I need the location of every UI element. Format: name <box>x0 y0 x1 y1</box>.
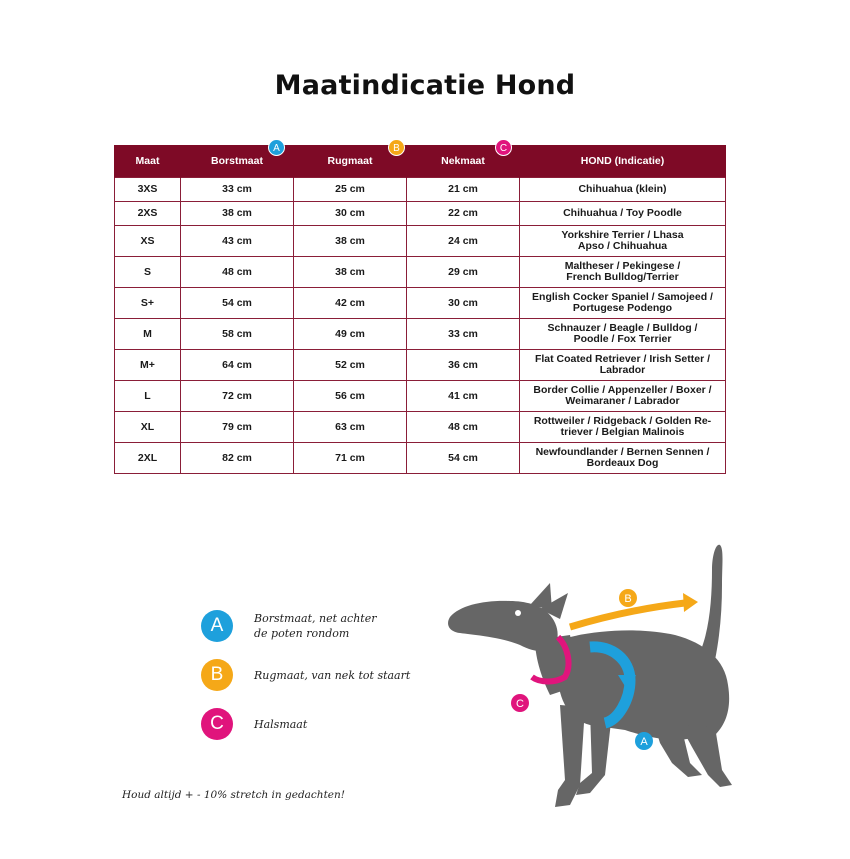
cell-nekmaat: 54 cm <box>407 443 520 474</box>
cell-borstmaat: 82 cm <box>181 443 294 474</box>
cell-rugmaat: 56 cm <box>294 381 407 412</box>
table-row <box>115 319 726 350</box>
dog-label-a: A <box>640 736 648 748</box>
table-row <box>115 381 726 412</box>
header-badge-a: A <box>268 139 285 156</box>
hond-line-1: Schnauzer / Beagle / Bulldog / <box>547 322 698 334</box>
hond-line-1: Chihuahua (klein) <box>578 183 667 195</box>
hond-line-2: triever / Belgian Malinois <box>560 426 685 438</box>
hond-line-1: Yorkshire Terrier / Lhasa <box>561 229 684 241</box>
cell-borstmaat: 72 cm <box>181 381 294 412</box>
table-row <box>115 202 726 226</box>
cell-rugmaat: 49 cm <box>294 319 407 350</box>
cell-hond <box>520 350 726 381</box>
cell-nekmaat: 33 cm <box>407 319 520 350</box>
cell-nekmaat: 21 cm <box>407 178 520 202</box>
cell-hond <box>520 288 726 319</box>
cell-hond <box>520 178 726 202</box>
table-row <box>115 350 726 381</box>
hond-line-2: Portugese Podengo <box>572 302 673 314</box>
cell-rugmaat: 25 cm <box>294 178 407 202</box>
cell-maat: S+ <box>115 288 181 319</box>
cell-nekmaat: 36 cm <box>407 350 520 381</box>
hond-line-1: Newfoundlander / Bernen Sennen / <box>535 446 710 458</box>
hond-line-2: Bordeaux Dog <box>586 457 659 469</box>
cell-hond <box>520 412 726 443</box>
table-row <box>115 226 726 257</box>
table-header-row <box>115 145 726 178</box>
cell-maat: 3XS <box>115 178 181 202</box>
cell-rugmaat: 42 cm <box>294 288 407 319</box>
header-badge-b: B <box>388 139 405 156</box>
cell-nekmaat: 41 cm <box>407 381 520 412</box>
cell-borstmaat: 58 cm <box>181 319 294 350</box>
header-hond: HOND (Indicatie) <box>520 145 726 178</box>
header-borstmaat: Borstmaat <box>181 145 294 178</box>
cell-borstmaat: 38 cm <box>181 202 294 226</box>
cell-maat: M+ <box>115 350 181 381</box>
cell-hond <box>520 381 726 412</box>
cell-rugmaat: 63 cm <box>294 412 407 443</box>
cell-borstmaat: 79 cm <box>181 412 294 443</box>
cell-hond <box>520 257 726 288</box>
table-row <box>115 288 726 319</box>
page-title: Maatindicatie Hond <box>274 70 576 101</box>
dog-label-c: C <box>516 698 524 710</box>
cell-nekmaat: 48 cm <box>407 412 520 443</box>
dog-silhouette <box>448 545 732 807</box>
cell-nekmaat: 22 cm <box>407 202 520 226</box>
cell-rugmaat: 30 cm <box>294 202 407 226</box>
legend-circle-a: A <box>201 610 233 642</box>
cell-borstmaat: 54 cm <box>181 288 294 319</box>
hond-line-2: French Bulldog/Terrier <box>566 271 679 283</box>
cell-maat: XS <box>115 226 181 257</box>
legend-text-c: Halsmaat <box>254 718 308 731</box>
hond-line-2: Apso / Chihuahua <box>577 240 668 252</box>
legend-circle-b: B <box>201 659 233 691</box>
legend-text-a <box>254 611 377 641</box>
header-maat: Maat <box>115 145 181 178</box>
dog-illustration <box>440 535 750 825</box>
cell-borstmaat: 43 cm <box>181 226 294 257</box>
cell-borstmaat: 64 cm <box>181 350 294 381</box>
table-row <box>115 257 726 288</box>
cell-hond <box>520 319 726 350</box>
cell-hond <box>520 202 726 226</box>
hond-line-2: Labrador <box>599 364 646 376</box>
cell-rugmaat: 38 cm <box>294 257 407 288</box>
table-row <box>115 178 726 202</box>
hond-line-1: English Cocker Spaniel / Samojeed / <box>532 291 713 303</box>
header-rugmaat: Rugmaat <box>294 145 407 178</box>
hond-line-2: Poodle / Fox Terrier <box>573 333 672 345</box>
hond-line-1: Flat Coated Retriever / Irish Setter / <box>534 353 711 365</box>
legend-a-line-1: Borstmaat, net achter <box>254 612 377 625</box>
cell-maat: M <box>115 319 181 350</box>
cell-nekmaat: 29 cm <box>407 257 520 288</box>
dog-label-b: B <box>624 593 632 605</box>
cell-nekmaat: 24 cm <box>407 226 520 257</box>
hond-line-1: Chihuahua / Toy Poodle <box>563 207 682 219</box>
cell-maat: 2XS <box>115 202 181 226</box>
legend-text-b: Rugmaat, van nek tot staart <box>254 669 411 682</box>
cell-rugmaat: 71 cm <box>294 443 407 474</box>
cell-maat: XL <box>115 412 181 443</box>
size-table <box>114 145 726 474</box>
legend-circle-c: C <box>201 708 233 740</box>
hond-line-1: Border Collie / Appenzeller / Boxer / <box>533 384 712 396</box>
cell-nekmaat: 30 cm <box>407 288 520 319</box>
table-row <box>115 412 726 443</box>
cell-hond <box>520 443 726 474</box>
cell-borstmaat: 33 cm <box>181 178 294 202</box>
cell-maat: 2XL <box>115 443 181 474</box>
header-nekmaat: Nekmaat <box>407 145 520 178</box>
table-row <box>115 443 726 474</box>
cell-maat: S <box>115 257 181 288</box>
legend-a-line-2: de poten rondom <box>254 627 350 640</box>
cell-borstmaat: 48 cm <box>181 257 294 288</box>
hond-line-2: Weimaraner / Labrador <box>565 395 680 407</box>
cell-rugmaat: 52 cm <box>294 350 407 381</box>
stretch-note: Houd altijd + - 10% stretch in gedachten! <box>122 789 345 801</box>
cell-hond <box>520 226 726 257</box>
cell-rugmaat: 38 cm <box>294 226 407 257</box>
header-badge-c: C <box>495 139 512 156</box>
cell-maat: L <box>115 381 181 412</box>
back-arrow-head <box>683 593 698 612</box>
hond-line-1: Maltheser / Pekingese / <box>564 260 681 272</box>
hond-line-1: Rottweiler / Ridgeback / Golden Re- <box>533 415 712 427</box>
